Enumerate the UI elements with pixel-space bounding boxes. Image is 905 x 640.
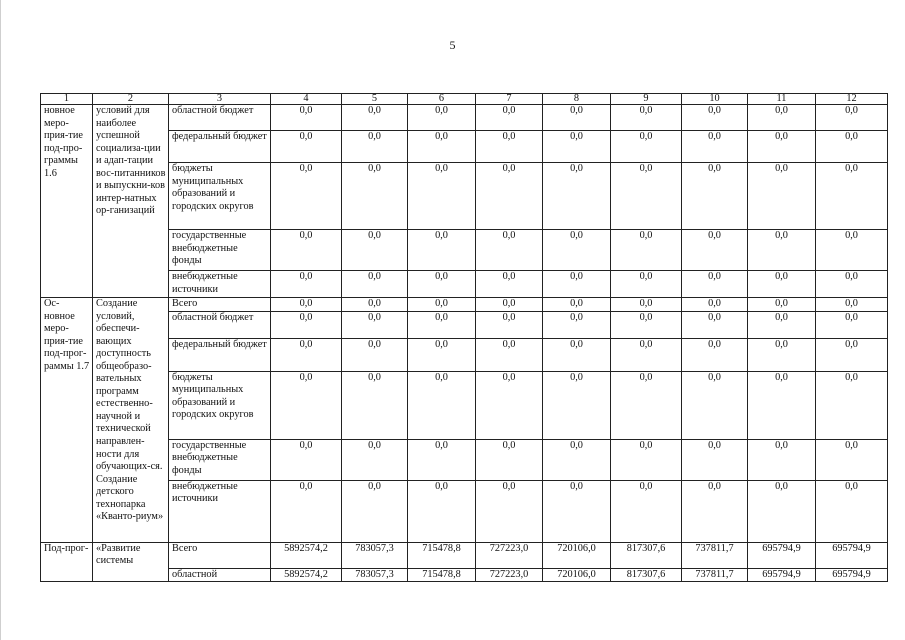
amount-cell: 0,0 — [816, 298, 888, 312]
amount-cell: 0,0 — [543, 131, 611, 163]
funding-source-cell: бюджеты муниципальных образований и городских округов — [169, 371, 271, 439]
amount-cell: 0,0 — [682, 338, 748, 371]
amount-cell: 0,0 — [342, 131, 408, 163]
table-row — [41, 480, 888, 542]
amount-cell: 0,0 — [611, 163, 682, 230]
table-row — [41, 105, 888, 131]
amount-cell: 0,0 — [816, 371, 888, 439]
funding-source-cell: федеральный бюджет — [169, 131, 271, 163]
amount-cell: 0,0 — [408, 371, 476, 439]
funding-source-cell: областной — [169, 568, 271, 582]
amount-cell: 0,0 — [816, 131, 888, 163]
amount-cell: 0,0 — [408, 271, 476, 298]
amount-cell: 0,0 — [271, 338, 342, 371]
amount-cell: 0,0 — [748, 230, 816, 271]
amount-cell: 0,0 — [476, 311, 543, 338]
amount-cell: 0,0 — [816, 439, 888, 480]
funding-source-cell: бюджеты муниципальных образований и городских округов — [169, 163, 271, 230]
amount-cell: 0,0 — [611, 480, 682, 542]
amount-cell: 720106,0 — [543, 568, 611, 582]
amount-cell: 0,0 — [476, 371, 543, 439]
amount-cell: 0,0 — [543, 271, 611, 298]
funding-source-cell: внебюджетные источники — [169, 271, 271, 298]
amount-cell: 0,0 — [682, 271, 748, 298]
amount-cell: 737811,7 — [682, 542, 748, 568]
amount-cell: 0,0 — [611, 311, 682, 338]
amount-cell: 0,0 — [271, 311, 342, 338]
amount-cell: 0,0 — [611, 105, 682, 131]
amount-cell: 0,0 — [748, 480, 816, 542]
table-row — [41, 298, 888, 312]
column-header: 9 — [611, 94, 682, 105]
amount-cell: 0,0 — [816, 105, 888, 131]
activity-name-cell: Ос-новное меро-прия-тие под-прог-раммы 1.7 — [41, 298, 93, 543]
amount-cell: 0,0 — [476, 131, 543, 163]
amount-cell: 0,0 — [342, 311, 408, 338]
amount-cell: 0,0 — [543, 298, 611, 312]
amount-cell: 0,0 — [543, 439, 611, 480]
amount-cell: 0,0 — [271, 439, 342, 480]
column-header: 12 — [816, 94, 888, 105]
amount-cell: 0,0 — [543, 230, 611, 271]
activity-name-cell: новное меро-прия-тие под-про-граммы 1.6 — [41, 105, 93, 298]
funding-source-cell: областной бюджет — [169, 311, 271, 338]
amount-cell: 0,0 — [342, 105, 408, 131]
amount-cell: 0,0 — [271, 371, 342, 439]
funding-source-cell: федеральный бюджет — [169, 338, 271, 371]
amount-cell: 727223,0 — [476, 568, 543, 582]
table-header-row — [41, 94, 888, 105]
amount-cell: 0,0 — [748, 338, 816, 371]
column-header: 4 — [271, 94, 342, 105]
column-header: 7 — [476, 94, 543, 105]
amount-cell: 0,0 — [342, 371, 408, 439]
amount-cell: 0,0 — [408, 311, 476, 338]
table-row — [41, 568, 888, 582]
table-row — [41, 131, 888, 163]
amount-cell: 0,0 — [748, 131, 816, 163]
amount-cell: 0,0 — [408, 439, 476, 480]
amount-cell: 0,0 — [611, 338, 682, 371]
amount-cell: 0,0 — [682, 230, 748, 271]
amount-cell: 0,0 — [543, 163, 611, 230]
amount-cell: 0,0 — [682, 131, 748, 163]
amount-cell: 5892574,2 — [271, 568, 342, 582]
budget-table-body — [41, 94, 888, 582]
amount-cell: 0,0 — [543, 311, 611, 338]
amount-cell: 0,0 — [342, 480, 408, 542]
amount-cell: 695794,9 — [748, 568, 816, 582]
amount-cell: 0,0 — [271, 271, 342, 298]
amount-cell: 783057,3 — [342, 542, 408, 568]
activity-description-cell: «Развитие системы — [93, 542, 169, 582]
funding-source-cell: Всего — [169, 542, 271, 568]
column-header: 10 — [682, 94, 748, 105]
activity-description-cell: Создание условий, обеспечи-вающих доступность общеобразо-вательных программ естественно-научной и технической направлен-ности для обучающих-ся. Создание детского технопарка «Кванто-риум» — [93, 298, 169, 543]
amount-cell: 0,0 — [476, 439, 543, 480]
table-row — [41, 371, 888, 439]
amount-cell: 0,0 — [408, 338, 476, 371]
budget-table — [40, 93, 888, 582]
activity-description-cell: условий для наиболее успешной социализа-ции и адап-тации вос-питанников и выпускни-ков интер-натных ор-ганизаций — [93, 105, 169, 298]
table-row — [41, 338, 888, 371]
amount-cell: 0,0 — [271, 298, 342, 312]
amount-cell: 0,0 — [342, 230, 408, 271]
amount-cell: 0,0 — [611, 439, 682, 480]
amount-cell: 0,0 — [543, 105, 611, 131]
funding-source-cell: внебюджетные источники — [169, 480, 271, 542]
amount-cell: 0,0 — [271, 480, 342, 542]
amount-cell: 727223,0 — [476, 542, 543, 568]
amount-cell: 0,0 — [476, 480, 543, 542]
amount-cell: 0,0 — [476, 163, 543, 230]
amount-cell: 720106,0 — [543, 542, 611, 568]
column-header: 6 — [408, 94, 476, 105]
table-row — [41, 542, 888, 568]
column-header: 5 — [342, 94, 408, 105]
amount-cell: 0,0 — [476, 298, 543, 312]
column-header: 3 — [169, 94, 271, 105]
amount-cell: 0,0 — [342, 271, 408, 298]
amount-cell: 0,0 — [748, 371, 816, 439]
amount-cell: 0,0 — [816, 271, 888, 298]
amount-cell: 0,0 — [271, 131, 342, 163]
amount-cell: 5892574,2 — [271, 542, 342, 568]
funding-source-cell: государственные внебюджетные фонды — [169, 230, 271, 271]
activity-name-cell: Под-прог- — [41, 542, 93, 582]
amount-cell: 695794,9 — [816, 568, 888, 582]
amount-cell: 0,0 — [408, 230, 476, 271]
amount-cell: 0,0 — [543, 371, 611, 439]
amount-cell: 0,0 — [682, 311, 748, 338]
amount-cell: 0,0 — [476, 271, 543, 298]
amount-cell: 695794,9 — [816, 542, 888, 568]
amount-cell: 0,0 — [543, 338, 611, 371]
amount-cell: 0,0 — [816, 480, 888, 542]
amount-cell: 0,0 — [408, 105, 476, 131]
table-row — [41, 311, 888, 338]
amount-cell: 0,0 — [682, 105, 748, 131]
amount-cell: 0,0 — [271, 230, 342, 271]
amount-cell: 737811,7 — [682, 568, 748, 582]
amount-cell: 0,0 — [682, 371, 748, 439]
amount-cell: 0,0 — [816, 230, 888, 271]
amount-cell: 0,0 — [476, 230, 543, 271]
amount-cell: 0,0 — [476, 338, 543, 371]
amount-cell: 0,0 — [271, 163, 342, 230]
funding-source-cell: областной бюджет — [169, 105, 271, 131]
funding-source-cell: Всего — [169, 298, 271, 312]
amount-cell: 0,0 — [476, 105, 543, 131]
amount-cell: 0,0 — [748, 439, 816, 480]
amount-cell: 817307,6 — [611, 542, 682, 568]
page-left-edge — [0, 0, 1, 640]
amount-cell: 783057,3 — [342, 568, 408, 582]
amount-cell: 0,0 — [748, 311, 816, 338]
column-header: 1 — [41, 94, 93, 105]
amount-cell: 0,0 — [748, 105, 816, 131]
funding-source-cell: государственные внебюджетные фонды — [169, 439, 271, 480]
amount-cell: 0,0 — [748, 298, 816, 312]
amount-cell: 0,0 — [543, 480, 611, 542]
amount-cell: 715478,8 — [408, 568, 476, 582]
amount-cell: 0,0 — [408, 163, 476, 230]
amount-cell: 0,0 — [342, 439, 408, 480]
amount-cell: 817307,6 — [611, 568, 682, 582]
amount-cell: 0,0 — [408, 298, 476, 312]
table-row — [41, 439, 888, 480]
column-header: 11 — [748, 94, 816, 105]
amount-cell: 695794,9 — [748, 542, 816, 568]
table-row — [41, 163, 888, 230]
amount-cell: 0,0 — [611, 371, 682, 439]
column-header: 2 — [93, 94, 169, 105]
amount-cell: 0,0 — [611, 230, 682, 271]
amount-cell: 0,0 — [611, 271, 682, 298]
amount-cell: 0,0 — [682, 163, 748, 230]
amount-cell: 0,0 — [748, 271, 816, 298]
amount-cell: 0,0 — [408, 131, 476, 163]
amount-cell: 0,0 — [748, 163, 816, 230]
amount-cell: 0,0 — [342, 163, 408, 230]
amount-cell: 0,0 — [816, 311, 888, 338]
amount-cell: 0,0 — [408, 480, 476, 542]
amount-cell: 0,0 — [342, 338, 408, 371]
amount-cell: 0,0 — [611, 131, 682, 163]
page-number: 5 — [449, 38, 456, 52]
table-row — [41, 230, 888, 271]
amount-cell: 0,0 — [816, 163, 888, 230]
table-row — [41, 271, 888, 298]
amount-cell: 715478,8 — [408, 542, 476, 568]
amount-cell: 0,0 — [342, 298, 408, 312]
amount-cell: 0,0 — [611, 298, 682, 312]
amount-cell: 0,0 — [682, 480, 748, 542]
amount-cell: 0,0 — [271, 105, 342, 131]
amount-cell: 0,0 — [816, 338, 888, 371]
column-header: 8 — [543, 94, 611, 105]
amount-cell: 0,0 — [682, 439, 748, 480]
amount-cell: 0,0 — [682, 298, 748, 312]
